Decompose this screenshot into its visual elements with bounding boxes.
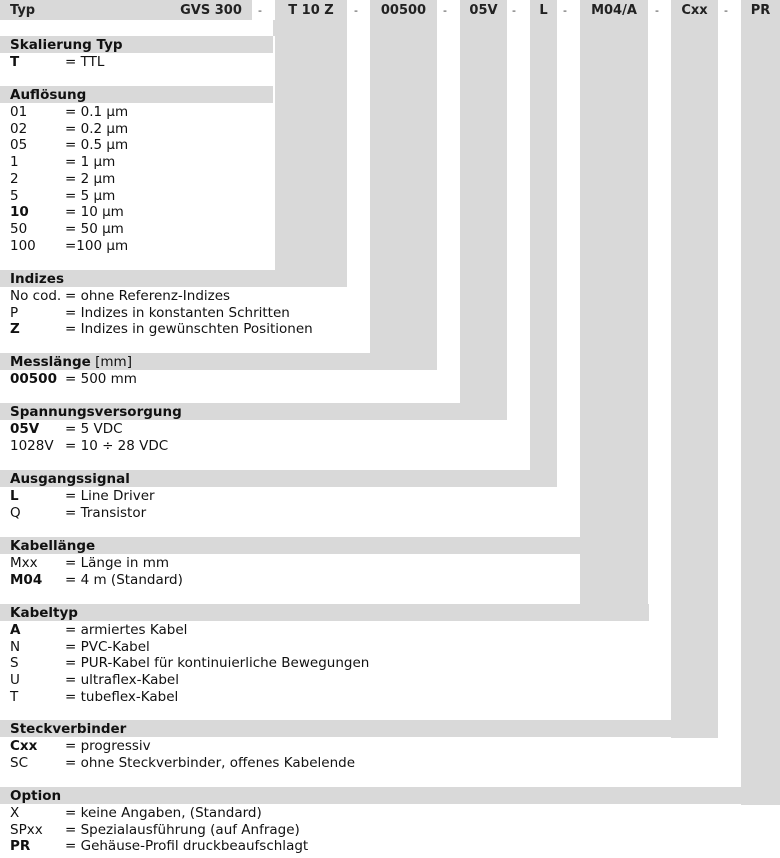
option-description: = Indizes in gewünschten Positionen [65,321,313,338]
option-code: T [10,688,19,705]
option-description: = 0.5 µm [65,137,129,154]
option-description: = PVC-Kabel [65,638,150,655]
option-description: = ultraflex-Kabel [65,672,179,689]
section-title-text: Option [10,788,62,804]
option-code: 00500 [10,371,57,387]
section-title-text: Auflösung [10,87,87,103]
option-description: = ohne Referenz-Indizes [65,288,231,304]
option-code: Q [10,504,21,521]
section-title-text: Ausgangssignal [10,471,130,487]
connector-bar-3 [530,20,557,487]
option-code: 10 [10,204,29,221]
option-code: 5 [10,187,19,204]
list-item [10,438,168,455]
option-code: SC [10,754,28,771]
section-title-unit: [mm] [90,354,132,370]
option-description: = 500 mm [65,371,137,387]
section-title-text: Steckverbinder [10,721,127,737]
option-description: = Länge in mm [65,555,170,571]
list-item [10,321,313,338]
option-code: 100 [10,237,36,254]
option-code: 2 [10,170,19,187]
option-code: Mxx [10,555,38,571]
list-item [10,121,128,138]
option-description: =100 µm [65,237,129,254]
option-code: A [10,622,21,638]
option-code: M04 [10,571,43,588]
section-title-text: Kabeltyp [10,605,78,621]
connector-bar-6 [741,20,780,805]
list-item [10,488,155,505]
option-code: 02 [10,120,28,137]
connector-bar-5 [671,20,718,738]
option-code: 01 [10,104,28,120]
option-code: 1028V [10,437,54,454]
header-cell-0: Typ [0,0,170,20]
separator-dash-4: - [563,4,567,17]
list-item [10,655,369,672]
option-code: No cod. [10,288,62,304]
section-title-messl-nge [10,354,132,371]
list-item [10,171,115,188]
header-cell-5: L [530,0,557,20]
option-code: N [10,638,21,655]
option-code: U [10,672,20,689]
option-description: = tubeflex-Kabel [65,688,179,705]
list-item [10,288,230,305]
option-description: = 2 µm [65,170,116,187]
list-item [10,822,300,839]
option-code: PR [10,838,31,855]
section-title-text: Messlänge [10,354,91,370]
header-cell-6: M04/A [580,0,648,20]
list-item [10,755,355,772]
list-item [10,689,178,706]
list-item [10,505,146,522]
header-cell-4: 05V [460,0,507,20]
list-item [10,305,290,322]
header-cell-8: PR [741,0,780,20]
list-item [10,221,124,238]
separator-dash-1: - [354,4,358,17]
option-description: = 1 µm [65,154,116,171]
option-code: 05V [10,421,40,437]
header-cell-3: 00500 [370,0,437,20]
connector-bar-0 [275,20,347,287]
section-title-aufl-sung [10,87,86,104]
option-code: 1 [10,154,19,171]
option-description: = Gehäuse-Profil druckbeaufschlagt [65,838,309,855]
option-code: S [10,655,19,672]
option-description: = 50 µm [65,220,124,237]
option-description: = 0.1 µm [65,104,129,120]
option-code: Cxx [10,738,38,754]
section-title-skalierung-typ [10,37,123,54]
option-description: = armiertes Kabel [65,622,188,638]
option-code: P [10,304,19,321]
section-header-bar-kabeltyp [0,604,649,621]
option-code: T [10,54,20,70]
list-item [10,805,262,822]
separator-dash-0: - [258,4,262,17]
list-item [10,204,124,221]
header-cell-1: GVS 300 [170,0,252,20]
option-description: = progressiv [65,738,151,754]
option-description: = 4 m (Standard) [65,571,183,588]
header-cell-2: T 10 Z [275,0,347,20]
section-title-spannungsversorgung [10,404,182,421]
connector-bar-2 [460,20,507,420]
list-item [10,738,151,755]
section-title-ausgangssignal [10,471,130,488]
separator-dash-3: - [512,4,516,17]
option-code: 50 [10,220,28,237]
option-description: = 10 ÷ 28 VDC [65,437,169,454]
section-title-steckverbinder [10,721,126,738]
list-item [10,188,115,205]
list-item [10,838,308,855]
list-item [10,622,187,639]
option-code: X [10,805,20,821]
section-title-text: Kabellänge [10,538,96,554]
section-title-kabell-nge [10,538,95,555]
option-description: = 5 VDC [65,421,123,437]
list-item [10,137,128,154]
list-item [10,421,123,438]
connector-bar-4 [580,20,648,620]
option-description: = TTL [65,54,105,70]
option-description: = 5 µm [65,187,116,204]
separator-dash-6: - [724,4,728,17]
list-item [10,371,137,388]
option-code: L [10,488,19,504]
option-description: = PUR-Kabel für kontinuierliche Bewegungen [65,655,370,672]
list-item [10,639,150,656]
section-title-text: Spannungsversorgung [10,404,182,420]
list-item [10,154,115,171]
header-cell-7: Cxx [671,0,718,20]
list-item [10,54,104,71]
section-title-text: Skalierung Typ [10,37,123,53]
option-code: 05 [10,137,28,154]
option-description: = 10 µm [65,204,124,221]
option-code: SPxx [10,821,43,838]
separator-dash-2: - [443,4,447,17]
section-title-option [10,788,61,805]
option-description: = Indizes in konstanten Schritten [65,304,290,321]
list-item [10,238,128,255]
section-title-kabeltyp [10,605,78,622]
section-header-bar-option [0,787,780,804]
option-description: = Line Driver [65,488,155,504]
section-title-text: Indizes [10,271,64,287]
list-item [10,555,169,572]
option-description: = ohne Steckverbinder, offenes Kabelende [65,754,356,771]
option-description: = Spezialausführung (auf Anfrage) [65,821,300,838]
list-item [10,104,128,121]
panel-right-upper [273,20,347,36]
option-code: Z [10,321,20,338]
option-description: = keine Angaben, (Standard) [65,805,262,821]
separator-dash-5: - [655,4,659,17]
option-description: = 0.2 µm [65,120,129,137]
list-item [10,572,183,589]
list-item [10,672,179,689]
section-title-indizes [10,271,64,288]
connector-bar-1 [370,20,437,353]
option-description: = Transistor [65,504,147,521]
